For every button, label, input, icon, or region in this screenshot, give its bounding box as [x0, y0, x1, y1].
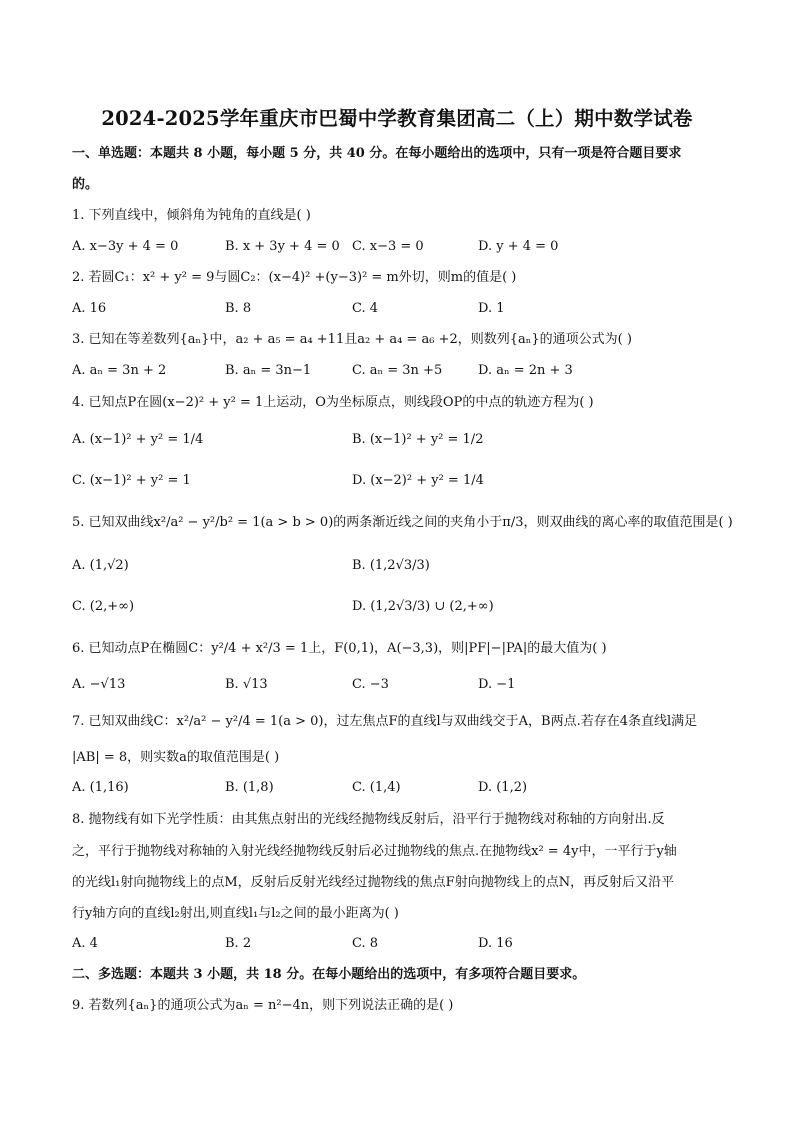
section2-instructions: 二、多选题：本题共 3 小题，共 18 分。在每小题给出的选项中，有多项符合题目要求。 — [72, 967, 586, 982]
q3-option-b: B. aₙ = 3n−1 — [225, 363, 312, 378]
q3-option-a: A. aₙ = 3n + 2 — [72, 363, 167, 378]
q4-stem: 4. 已知点P在圆(x−2)² + y² = 1上运动，O为坐标原点，则线段OP的中点的轨迹方程为( ) — [72, 395, 594, 410]
q7-option-d: D. (1,2) — [478, 780, 528, 795]
q7-option-a: A. (1,16) — [72, 780, 129, 795]
section1-instructions-line1: 一、单选题：本题共 8 小题，每小题 5 分，共 40 分。在每小题给出的选项中，只有一项是符合题目要求 — [72, 146, 682, 161]
q5-option-d: D. (1,2√3/3) ∪ (2,+∞) — [352, 599, 494, 614]
q8-option-d: D. 16 — [478, 936, 513, 951]
q3-stem: 3. 已知在等差数列{aₙ}中，a₂ + a₅ = a₄ +11且a₂ + a₄ = a₆ +2，则数列{aₙ}的通项公式为( ) — [72, 332, 632, 347]
q4-option-c: C. (x−1)² + y² = 1 — [72, 473, 191, 488]
q7-stem-line2: |AB| = 8，则实数a的取值范围是( ) — [72, 750, 280, 765]
q1-option-a: A. x−3y + 4 = 0 — [72, 239, 179, 254]
q2-stem: 2. 若圆C₁：x² + y² = 9与圆C₂：(x−4)² +(y−3)² = m外切，则m的值是( ) — [72, 270, 517, 285]
q3-option-c: C. aₙ = 3n +5 — [352, 363, 443, 378]
q5-option-b: B. (1,2√3/3) — [352, 558, 430, 573]
q4-option-a: A. (x−1)² + y² = 1/4 — [72, 432, 204, 447]
q8-stem-line2: 之，平行于抛物线对称轴的入射光线经抛物线反射后必过抛物线的焦点.在抛物线x² = 4y中，一平行于y轴 — [72, 844, 677, 859]
q2-option-d: D. 1 — [478, 301, 505, 316]
q2-option-a: A. 16 — [72, 301, 107, 316]
q6-option-b: B. √13 — [225, 677, 268, 692]
q6-stem: 6. 已知动点P在椭圆C：y²/4 + x²/3 = 1上，F(0,1)，A(−3,3)，则|PF|−|PA|的最大值为( ) — [72, 641, 607, 656]
q6-option-a: A. −√13 — [72, 677, 126, 692]
q1-option-c: C. x−3 = 0 — [352, 239, 424, 254]
q5-option-a: A. (1,√2) — [72, 558, 129, 573]
q4-option-b: B. (x−1)² + y² = 1/2 — [352, 432, 484, 447]
q5-stem: 5. 已知双曲线x²/a² − y²/b² = 1(a > b > 0)的两条渐近线之间的夹角小于π/3，则双曲线的离心率的取值范围是( ) — [72, 515, 733, 530]
q7-option-c: C. (1,4) — [352, 780, 401, 795]
page-title: 2024-2025学年重庆市巴蜀中学教育集团高二（上）期中数学试卷 — [101, 107, 693, 130]
q1-option-d: D. y + 4 = 0 — [478, 239, 559, 254]
q8-option-b: B. 2 — [225, 936, 252, 951]
q6-option-c: C. −3 — [352, 677, 389, 692]
q1-stem: 1. 下列直线中，倾斜角为钝角的直线是( ) — [72, 208, 311, 223]
q2-option-b: B. 8 — [225, 301, 252, 316]
q1-option-b: B. x + 3y + 4 = 0 — [225, 239, 340, 254]
q6-option-d: D. −1 — [478, 677, 516, 692]
q8-stem-line4: 行y轴方向的直线l₂射出,则直线l₁与l₂之间的最小距离为( ) — [72, 906, 399, 921]
q8-stem-line3: 的光线l₁射向抛物线上的点M，反射后反射光线经过抛物线的焦点F射向抛物线上的点N，再反射后又沿平 — [72, 875, 675, 890]
q4-option-d: D. (x−2)² + y² = 1/4 — [352, 473, 484, 488]
q7-stem-line1: 7. 已知双曲线C：x²/a² − y²/4 = 1(a > 0)，过左焦点F的直线l与双曲线交于A，B两点.若存在4条直线l满足 — [72, 714, 698, 729]
q3-option-d: D. aₙ = 2n + 3 — [478, 363, 573, 378]
q8-stem-line1: 8. 抛物线有如下光学性质：由其焦点射出的光线经抛物线反射后，沿平行于抛物线对称轴的方向射出.反 — [72, 812, 665, 827]
q8-option-c: C. 8 — [352, 936, 379, 951]
q5-option-c: C. (2,+∞) — [72, 599, 135, 614]
q8-option-a: A. 4 — [72, 936, 98, 951]
q2-option-c: C. 4 — [352, 301, 379, 316]
q9-stem: 9. 若数列{aₙ}的通项公式为aₙ = n²−4n，则下列说法正确的是( ) — [72, 998, 454, 1013]
section1-instructions-line2: 的。 — [72, 177, 99, 192]
q7-option-b: B. (1,8) — [225, 780, 274, 795]
